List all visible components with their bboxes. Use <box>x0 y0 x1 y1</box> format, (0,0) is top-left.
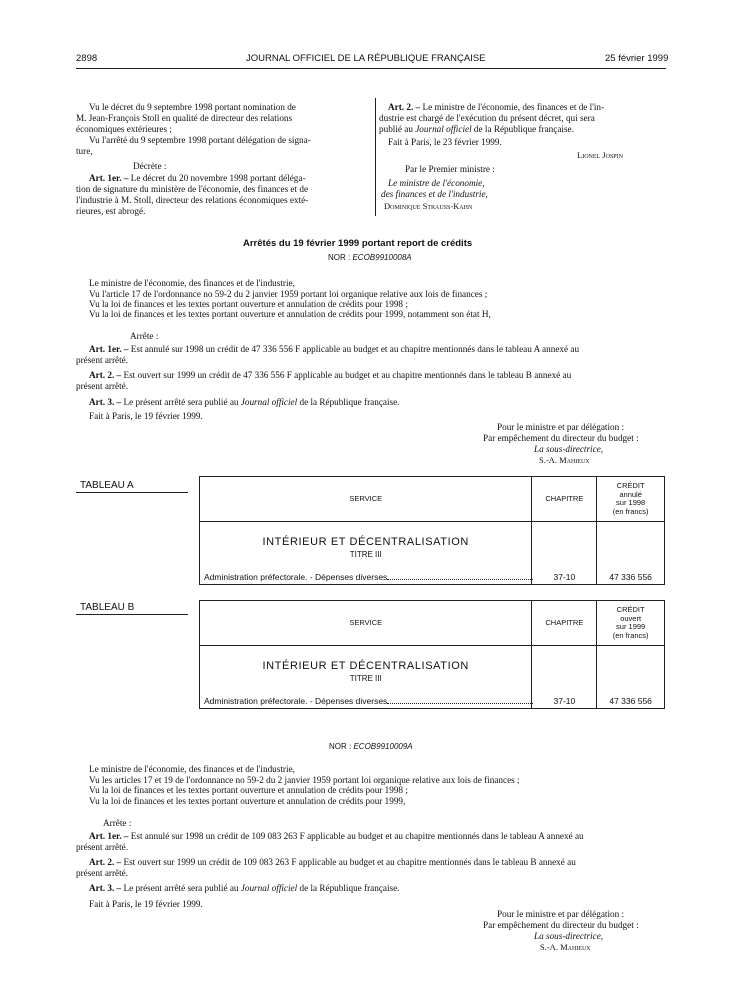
text-line: présent arrêté. <box>76 355 129 365</box>
table-heading: INTÉRIEUR ET DÉCENTRALISATION <box>262 660 469 672</box>
article-label: Art. 1er. – <box>89 173 129 183</box>
table-cell: 47 336 556 <box>597 522 665 585</box>
journal-ref: Journal officiel <box>240 397 298 407</box>
table-cell <box>200 646 532 709</box>
signature-title: Le ministre de l'économie, <box>388 178 485 188</box>
nor-reference <box>329 741 413 752</box>
text-line: présent arrêté. <box>76 842 129 852</box>
text-line: tion de signature du ministère de l'économie, des finances et de <box>76 184 309 194</box>
text-line: M. Jean-François Stoll en qualité de directeur des relations <box>76 113 293 123</box>
text-line: Vu le décret du 9 septembre 1998 portant nomination de <box>89 102 296 112</box>
article-label: Art. 3. – <box>89 883 122 893</box>
table-subheading: TITRE III <box>349 673 382 683</box>
arrete-label: Arrête : <box>103 818 132 828</box>
column-header <box>597 601 665 646</box>
text-line: l'industrie à M. Stoll, directeur des relations économiques exté- <box>76 195 309 205</box>
text-line: Vu la loi de finances et les textes portant ouverture et annulation de crédits pour 1999, <box>89 796 406 806</box>
column-header-line: sur 1999 <box>616 622 646 631</box>
signature-title: des finances et de l'industrie, <box>381 189 488 199</box>
decrete-label: Décrète : <box>133 161 167 171</box>
article-label: Art. 2. – <box>388 102 421 112</box>
table-cell <box>200 522 532 585</box>
fait-line: Fait à Paris, le 19 février 1999. <box>89 411 203 421</box>
fait-line: Fait à Paris, le 19 février 1999. <box>89 899 203 909</box>
text-line: économiques extérieures ; <box>76 124 172 134</box>
text-line: Vu l'article 17 de l'ordonnance no 59-2 du 2 janvier 1959 portant loi organique relative aux lois de finances ; <box>89 289 488 299</box>
article-label: Art. 3. – <box>89 397 122 407</box>
text-line: Le ministre de l'économie, des finances et de l'in- <box>420 102 605 112</box>
column-header-line: (en francs) <box>612 506 649 516</box>
signature-intro: Par empêchement du directeur du budget : <box>483 433 639 443</box>
text-line: Le ministre de l'économie, des finances et de l'industrie, <box>89 764 295 774</box>
text-line: Vu les articles 17 et 19 de l'ordonnance no 59-2 du 2 janvier 1959 portant loi organique relative aux lois de finances ; <box>89 775 520 785</box>
article-paragraph <box>89 344 579 355</box>
text-fragment: Est ouvert sur 1999 un crédit de 109 083 263 F applicable au budget et au chapitre mentionnés dans le tableau B annexé au <box>121 857 576 867</box>
nor-label: NOR : <box>329 742 352 751</box>
column-header: SERVICE <box>200 477 532 522</box>
table-heading: INTÉRIEUR ET DÉCENTRALISATION <box>262 536 469 548</box>
table-cell: 37-10 <box>532 522 597 585</box>
table-label: TABLEAU B <box>80 602 135 613</box>
table-cell: 47 336 556 <box>597 646 665 709</box>
table-label-rule <box>76 614 188 615</box>
text-line: Vu l'arrêté du 9 septembre 1998 portant délégation de signa- <box>89 135 311 145</box>
signature-intro: Pour le ministre et par délégation : <box>497 909 625 919</box>
table-cell: 37-10 <box>532 646 597 709</box>
text-fragment: Le présent arrêté sera publié au <box>121 397 241 407</box>
article-paragraph <box>89 857 576 868</box>
article-label: Art. 1er. – <box>89 344 129 354</box>
nor-reference <box>328 252 412 263</box>
journal-ref: Journal officiel <box>240 883 298 893</box>
text-fragment: publié au <box>379 124 416 134</box>
article-paragraph <box>89 397 399 408</box>
table-label-rule <box>76 492 188 493</box>
text-fragment: de la République française. <box>471 124 574 134</box>
article-paragraph <box>388 102 604 113</box>
article-label: Art. 1er. – <box>89 831 129 841</box>
page-number: 2898 <box>76 53 98 64</box>
column-header <box>597 477 665 522</box>
text-fragment: Est ouvert sur 1999 un crédit de 47 336 556 F applicable au budget et au chapitre mentionnés dans le tableau B annexé au <box>121 370 572 380</box>
nor-label: NOR : <box>328 253 351 262</box>
row-label-text: Administration préfectorale. - Dépenses diverses <box>204 695 388 706</box>
text-fragment: Est annulé sur 1998 un crédit de 47 336 556 F applicable au budget et au chapitre mentionnés dans le tableau A annexé au <box>128 344 580 354</box>
signature-name: Dominique Strauss-Kahn <box>384 201 473 211</box>
journal-ref: Journal officiel <box>415 124 472 134</box>
column-header-line: sur 1998 <box>616 498 646 507</box>
table-row-label <box>204 697 533 706</box>
column-header: CHAPITRE <box>532 601 597 646</box>
text-fragment: Est annulé sur 1998 un crédit de 109 083 263 F applicable au budget et au chapitre mentionnés dans le tableau A annexé au <box>128 831 584 841</box>
column-header: SERVICE <box>200 601 532 646</box>
column-header-line: annulé <box>619 489 642 499</box>
text-line: Le décret du 20 novembre 1998 portant déléga- <box>128 173 306 183</box>
text-fragment: de la République française. <box>297 397 400 407</box>
credit-table-b <box>199 600 665 709</box>
leader-dots <box>387 697 533 704</box>
column-header-line: (en francs) <box>612 630 649 640</box>
issue-date: 25 février 1999 <box>605 53 669 64</box>
credit-table-a <box>199 476 665 585</box>
table-row-label <box>204 573 533 582</box>
signature-intro: Par le Premier ministre : <box>405 164 495 174</box>
text-line: ture, <box>76 146 93 156</box>
text-line: dustrie est chargé de l'exécution du présent décret, qui sera <box>379 113 595 123</box>
text-line: présent arrêté. <box>76 381 129 391</box>
article-paragraph <box>89 370 571 381</box>
column-header-line: ouvert <box>620 613 642 623</box>
article-label: Art. 2. – <box>89 370 122 380</box>
signature-title: La sous-directrice, <box>534 444 604 454</box>
header-rule <box>76 68 666 69</box>
article-paragraph <box>89 883 399 894</box>
text-line: Vu la loi de finances et les textes portant ouverture et annulation de crédits pour 1998 ; <box>89 785 408 795</box>
table-subheading: TITRE III <box>349 549 382 559</box>
signature-title: La sous-directrice, <box>534 931 604 941</box>
article-paragraph <box>89 173 306 184</box>
text-line: présent arrêté. <box>76 868 129 878</box>
signature-intro: Pour le ministre et par délégation : <box>497 422 625 432</box>
text-fragment: Le présent arrêté sera publié au <box>121 883 241 893</box>
text-line: Vu la loi de finances et les textes portant ouverture et annulation de crédits pour 1998 ; <box>89 299 408 309</box>
nor-value: ECOB9910009A <box>353 742 413 751</box>
fait-line: Fait à Paris, le 23 février 1999. <box>388 137 502 147</box>
text-line: Le ministre de l'économie, des finances et de l'industrie, <box>89 278 295 288</box>
text-fragment: de la République française. <box>297 883 400 893</box>
section-title: Arrêtés du 19 février 1999 portant report de crédits <box>243 238 473 249</box>
journal-title: JOURNAL OFFICIEL DE LA RÉPUBLIQUE FRANÇAISE <box>246 53 486 64</box>
signature-name: S.-A. Mahieux <box>539 455 590 465</box>
signature-intro: Par empêchement du directeur du budget : <box>483 920 639 930</box>
column-header: CHAPITRE <box>532 477 597 522</box>
leader-dots <box>387 573 533 580</box>
text-line: Vu la loi de finances et les textes portant ouverture et annulation de crédits pour 1999, notamment son état H, <box>89 309 491 319</box>
column-header-line: CRÉDIT <box>616 605 645 614</box>
table-label: TABLEAU A <box>80 480 134 491</box>
article-paragraph <box>89 831 584 842</box>
signature-name: S.-A. Mahieux <box>540 942 591 952</box>
nor-value: ECOB9910008A <box>352 253 412 262</box>
text-line <box>379 124 574 135</box>
arrete-label: Arrête : <box>130 331 159 341</box>
article-label: Art. 2. – <box>89 857 122 867</box>
column-header-line: CRÉDIT <box>616 481 645 490</box>
text-line: rieures, est abrogé. <box>76 206 146 216</box>
signature-name: Lionel Jospin <box>577 150 623 160</box>
row-label-text: Administration préfectorale. - Dépenses diverses <box>204 571 388 582</box>
